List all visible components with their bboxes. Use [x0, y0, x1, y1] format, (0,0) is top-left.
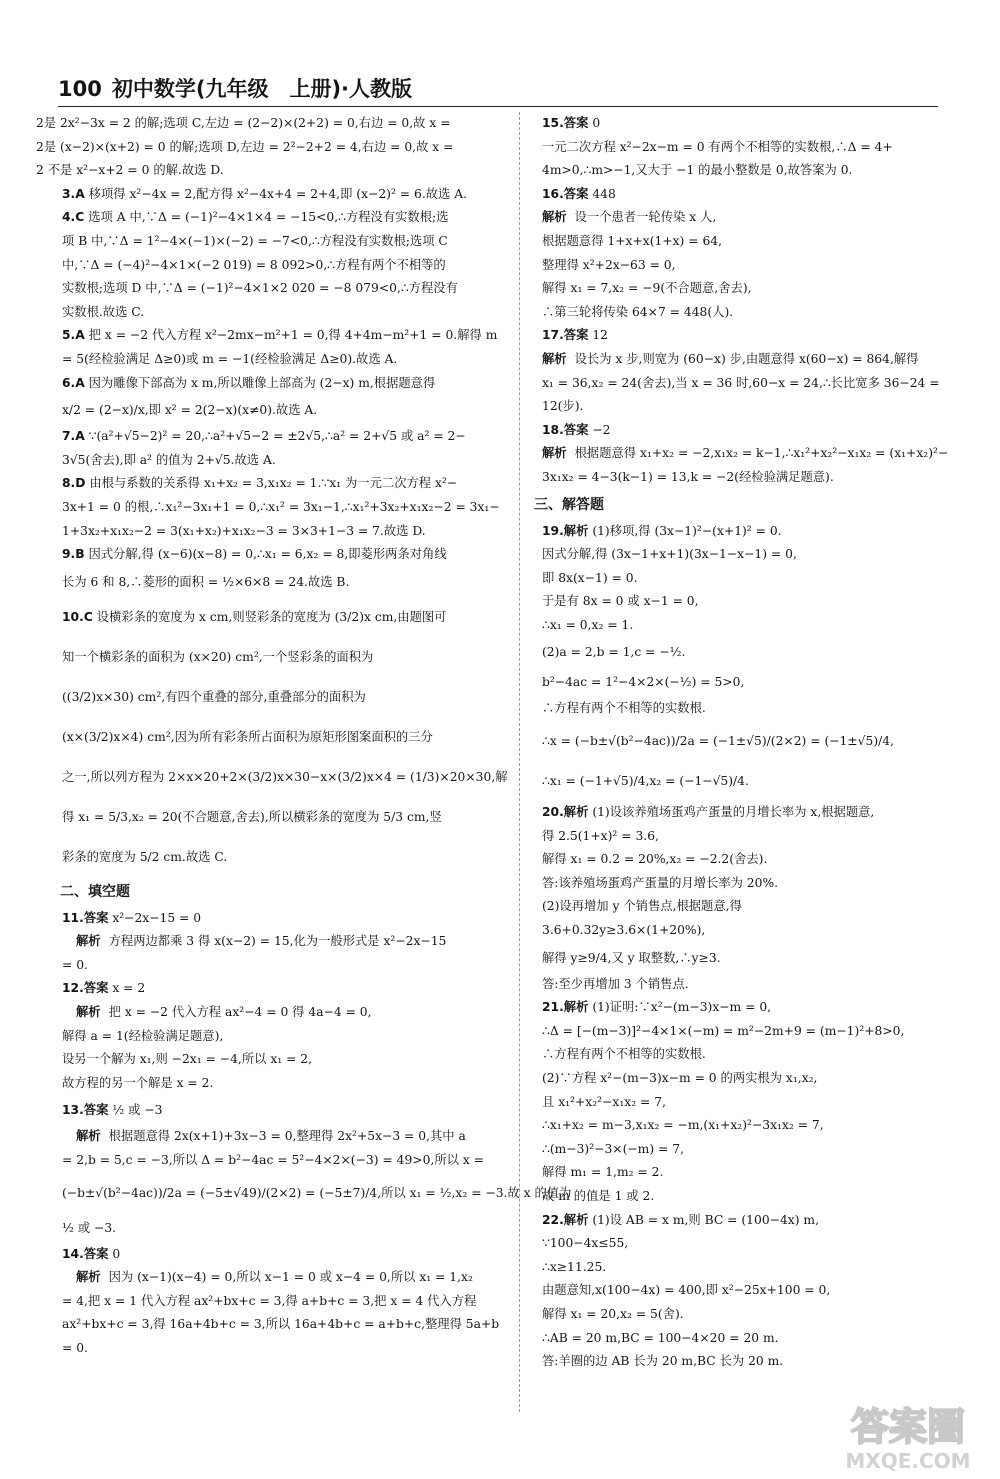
- question-label: 9.B: [62, 547, 85, 562]
- line-text: 解得 a = 1(经检验满足题意),: [62, 1028, 224, 1043]
- text-line: [36, 1290, 510, 1314]
- line-text: 12: [592, 328, 608, 343]
- line-text: 移项得 x²−4x = 2,配方得 x²−4x+4 = 2+4,即 (x−2)² = 6.故选 A.: [88, 186, 468, 201]
- text-line: [36, 395, 510, 425]
- line-text: ∴方程有两个不相等的实数根.: [542, 1047, 706, 1062]
- text-line: [36, 1095, 510, 1125]
- text-line: [36, 449, 510, 473]
- text-line: [528, 1067, 948, 1091]
- line-text: ax²+bx+c = 3,得 16a+4b+c = 3,所以 16a+4b+c = a+b+c,整理得 5a+b: [62, 1317, 500, 1332]
- question-label: 解析: [76, 934, 101, 949]
- text-line: [36, 637, 510, 677]
- text-line: [36, 567, 510, 597]
- line-text: 整理得 x²+2x−63 = 0,: [542, 257, 676, 272]
- question-label: 5.A: [62, 328, 85, 343]
- line-text: 因式分解,得 (3x−1+x+1)(3x−1−x−1) = 0,: [542, 547, 797, 562]
- text-line: [36, 717, 510, 757]
- text-line: [528, 1138, 948, 1162]
- text-line: [528, 590, 948, 614]
- right-column: [528, 112, 948, 1374]
- line-text: ∴x≥11.25.: [542, 1259, 607, 1274]
- line-text: 二、填空题: [60, 883, 130, 900]
- text-line: [36, 230, 510, 254]
- text-line: [36, 1048, 510, 1072]
- question-label: 13.答案: [62, 1103, 109, 1118]
- question-label: 10.C: [62, 609, 93, 624]
- line-text: 把 x = −2 代入方程 ax²−4 = 0 得 4a−4 = 0,: [108, 1005, 372, 1020]
- text-line: [528, 183, 948, 207]
- text-line: [528, 637, 948, 667]
- line-text: b²−4ac = 1²−4×2×(−½) = 5>0,: [542, 675, 745, 690]
- line-text: (2)a = 2,b = 1,c = −½.: [542, 645, 686, 660]
- question-label: 21.解析: [542, 1000, 589, 1015]
- question-label: 20.解析: [542, 805, 589, 820]
- text-line: [528, 301, 948, 325]
- text-line: [528, 1043, 948, 1067]
- question-label: 12.答案: [62, 981, 109, 996]
- line-text: 由根与系数的关系得 x₁+x₂ = 3,x₁x₂ = 1.∵x₁ 为一元二次方程 x²−: [89, 476, 458, 491]
- line-text: 设一个患者一轮传染 x 人,: [574, 210, 717, 225]
- column-divider: [519, 112, 520, 1412]
- text-line: [528, 1350, 948, 1374]
- question-label: 8.D: [62, 476, 86, 491]
- line-text: 448: [592, 186, 616, 201]
- line-text: 4m>0,∴m>−1,又大于 −1 的最小整数是 0,故答案为 0.: [542, 163, 853, 178]
- question-label: 解析: [76, 1270, 101, 1285]
- text-line: [528, 419, 948, 443]
- line-text: = 4,把 x = 1 代入方程 ax²+bx+c = 3,得 a+b+c = 3,把 x = 4 代入方程: [62, 1293, 477, 1308]
- question-label: 7.A: [62, 429, 85, 444]
- text-line: [528, 1114, 948, 1138]
- line-text: 解得 x₁ = 7,x₂ = −9(不合题意,舍去),: [542, 281, 752, 296]
- line-text: (2)∵方程 x²−(m−3)x−m = 0 的两实根为 x₁,x₂,: [542, 1071, 818, 1085]
- line-text: 设横彩条的宽度为 x cm,则竖彩条的宽度为 (3/2)x cm,由题图可: [96, 609, 447, 624]
- line-text: 答:至少再增加 3 个销售点.: [542, 976, 689, 991]
- line-text: 根据题意得 x₁+x₂ = −2,x₁x₂ = k−1,∴x₁²+x₂²−x₁x₂ = (x₁+x₂)²−: [574, 446, 949, 461]
- watermark-brand: 答案圈: [850, 1405, 966, 1449]
- text-line: [528, 112, 948, 136]
- question-label: 3.A: [62, 186, 85, 201]
- line-text: 因为雕像下部高为 x m,所以雕像上部高为 (2−x) m,根据题意得: [88, 375, 436, 390]
- text-line: [528, 801, 948, 825]
- line-text: 2是 2x²−3x = 2 的解;选项 C,左边 = (2−2)×(2+2) = 0,右边 = 0,故 x =: [36, 116, 451, 130]
- text-line: [36, 1337, 510, 1361]
- line-text: 方程两边都乘 3 得 x(x−2) = 15,化为一般形式是 x²−2x−15: [108, 934, 447, 949]
- line-text: 得 2.5(1+x)² = 3.6,: [542, 828, 659, 843]
- book-title: 初中数学(九年级 上册)·人教版: [111, 77, 413, 101]
- question-label: 16.答案: [542, 186, 589, 201]
- line-text: ∵(a²+√5−2)² = 20,∴a²+√5−2 = ±2√5,∴a² = 2+√5 或 a² = 2−: [88, 429, 466, 444]
- line-text: ∵100−4x≤55,: [542, 1236, 629, 1251]
- line-text: ∴(m−3)²−3×(−m) = 7,: [542, 1141, 684, 1156]
- line-text: 解得 x₁ = 20,x₂ = 5(舍).: [542, 1306, 684, 1321]
- line-text: = 0.: [62, 1341, 88, 1355]
- line-text: 且 x₁²+x₂²−x₁x₂ = 7,: [542, 1094, 666, 1109]
- text-line: [36, 543, 510, 567]
- page-header: [58, 70, 938, 108]
- text-line: [36, 954, 510, 978]
- text-line: [36, 1266, 510, 1290]
- text-line: [36, 206, 510, 230]
- text-line: [36, 1243, 510, 1267]
- watermark-logo: [826, 1398, 990, 1474]
- question-label: 17.答案: [542, 328, 589, 343]
- text-line: [36, 907, 510, 931]
- line-text: 0: [592, 116, 601, 130]
- text-line: [528, 943, 948, 973]
- line-text: ((3/2)x×30) cm²,有四个重叠的部分,重叠部分的面积为: [62, 689, 366, 704]
- text-line: [36, 277, 510, 301]
- line-text: 故 m 的值是 1 或 2.: [542, 1188, 655, 1203]
- text-line: [36, 1149, 510, 1173]
- text-line: [528, 206, 948, 230]
- line-text: 项 B 中,∵Δ = 1²−4×(−1)×(−2) = −7<0,∴方程没有实数根;选项 C: [62, 233, 448, 248]
- line-text: 答:羊圈的边 AB 长为 20 m,BC 长为 20 m.: [542, 1354, 784, 1369]
- line-text: 把 x = −2 代入方程 x²−2mx−m²+1 = 0,得 4+4m−m²+1 = 0.解得 m: [88, 328, 498, 343]
- line-text: (2)设再增加 y 个销售点,根据题意,得: [542, 899, 742, 914]
- text-line: [528, 1020, 948, 1044]
- text-line: [36, 1213, 510, 1243]
- question-label: 解析: [542, 446, 567, 461]
- text-line: [36, 472, 510, 496]
- line-text: 答:该养殖场蛋鸡产蛋量的月增长率为 20%.: [542, 875, 779, 890]
- question-label: 14.答案: [62, 1246, 109, 1261]
- line-text: ∴AB = 20 m,BC = 100−4×20 = 20 m.: [542, 1330, 779, 1345]
- line-text: 实数根.故选 C.: [62, 304, 145, 319]
- section-heading: [528, 490, 948, 520]
- line-text: −2: [592, 422, 611, 437]
- line-text: x₁ = 36,x₂ = 24(舍去),当 x = 36 时,60−x = 24,∴长比宽多 36−24 =: [542, 375, 940, 390]
- line-text: (1)设该养殖场蛋鸡产蛋量的月增长率为 x,根据题意,: [592, 805, 875, 820]
- question-label: 11.答案: [62, 910, 109, 925]
- text-line: [528, 1185, 948, 1209]
- line-text: x²−2x−15 = 0: [112, 910, 202, 925]
- text-line: [528, 1161, 948, 1185]
- text-line: [528, 324, 948, 348]
- text-line: [528, 466, 948, 490]
- text-line: [528, 136, 948, 160]
- question-label: 22.解析: [542, 1212, 589, 1227]
- line-text: 之一,所以列方程为 2×x×20+2×(3/2)x×30−x×(3/2)x×4 = (1/3)×20×30,解: [62, 769, 508, 784]
- text-line: [528, 277, 948, 301]
- text-line: [36, 1025, 510, 1049]
- text-line: [36, 1072, 510, 1096]
- text-line: [36, 837, 510, 877]
- line-text: 设另一个解为 x₁,则 −2x₁ = −4,所以 x₁ = 2,: [62, 1052, 313, 1067]
- text-line: [528, 895, 948, 919]
- text-line: [528, 667, 948, 697]
- line-text: = 0.: [62, 957, 88, 972]
- line-text: 3.6+0.32y≥3.6×(1+20%),: [542, 923, 706, 938]
- text-line: [36, 1173, 572, 1213]
- line-text: 中,∵Δ = (−4)²−4×1×(−2 019) = 8 092>0,∴方程有两个不相等的: [62, 257, 446, 272]
- text-line: [36, 930, 510, 954]
- text-line: [528, 848, 948, 872]
- line-text: 2 不是 x²−x+2 = 0 的解.故选 D.: [36, 163, 224, 178]
- line-text: 彩条的宽度为 5/2 cm.故选 C.: [62, 849, 228, 864]
- line-text: ∴方程有两个不相等的实数根.: [542, 701, 706, 716]
- line-text: ∴第三轮将传染 64×7 = 448(人).: [542, 304, 734, 319]
- line-text: (−b±√(b²−4ac))/2a = (−5±√49)/(2×2) = (−5±7)/4,所以 x₁ = ½,x₂ = −3.故 x 的值为: [62, 1185, 572, 1200]
- line-text: (1)设 AB = x m,则 BC = (100−4x) m,: [592, 1212, 819, 1227]
- line-text: 2是 (x−2)×(x+2) = 0 的解;选项 D,左边 = 2²−2+2 = 4,右边 = 0,故 x =: [36, 139, 454, 154]
- text-line: [528, 395, 948, 419]
- text-line: [528, 230, 948, 254]
- text-line: [528, 348, 948, 372]
- text-line: [36, 757, 510, 797]
- text-line: [528, 1091, 948, 1115]
- line-text: (x×(3/2)x×4) cm²,因为所有彩条所占面积为原矩形图案面积的三分: [62, 729, 433, 744]
- question-label: 解析: [542, 351, 567, 366]
- line-text: 一元二次方程 x²−2x−m = 0 有两个不相等的实数根,∴Δ = 4+: [542, 139, 893, 154]
- text-line: [528, 1303, 948, 1327]
- line-text: x = 2: [112, 981, 146, 996]
- line-text: 3x+1 = 0 的根,∴x₁²−3x₁+1 = 0,∴x₁² = 3x₁−1,∴x₁²+3x₂+x₁x₂−2 = 3x₁−: [62, 499, 500, 514]
- text-line: [528, 973, 948, 997]
- question-label: 6.A: [62, 375, 85, 390]
- line-text: 因式分解,得 (x−6)(x−8) = 0,∴x₁ = 6,x₂ = 8,即菱形两条对角线: [88, 547, 447, 562]
- line-text: ∴x = (−b±√(b²−4ac))/2a = (−1±√5)/(2×2) = (−1±√5)/4,: [542, 734, 895, 749]
- question-label: 18.答案: [542, 422, 589, 437]
- line-text: = 5(经检验满足 Δ≥0)或 m = −1(经检验满足 Δ≥0).故选 A.: [62, 351, 398, 366]
- text-line: [36, 797, 510, 837]
- text-line: [36, 520, 510, 544]
- line-text: ∴x₁+x₂ = m−3,x₁x₂ = −m,(x₁+x₂)²−3x₁x₂ = 7,: [542, 1118, 824, 1133]
- text-line: [36, 159, 510, 183]
- text-line: [36, 597, 510, 637]
- text-line: [528, 543, 948, 567]
- line-text: ∴x₁ = 0,x₂ = 1.: [542, 617, 634, 632]
- line-text: 根据题意得 2x(x+1)+3x−3 = 0,整理得 2x²+5x−3 = 0,其中 a: [108, 1129, 466, 1144]
- line-text: (1)证明:∵x²−(m−3)x−m = 0,: [592, 1000, 772, 1015]
- line-text: 解得 m₁ = 1,m₂ = 2.: [542, 1165, 664, 1180]
- section-heading: [36, 877, 510, 907]
- text-line: [36, 1001, 510, 1025]
- line-text: x/2 = (2−x)/x,即 x² = 2(2−x)(x≠0).故选 A.: [62, 403, 318, 418]
- text-line: [528, 442, 948, 466]
- text-line: [36, 425, 510, 449]
- text-line: [36, 183, 510, 207]
- line-text: ½ 或 −3: [112, 1103, 163, 1118]
- text-line: [528, 1279, 948, 1303]
- line-text: 3x₁x₂ = 4−3(k−1) = 13,k = −2(经检验满足题意).: [542, 469, 834, 484]
- text-line: [528, 567, 948, 591]
- line-text: ∴Δ = [−(m−3)]²−4×1×(−m) = m²−2m+9 = (m−1)²+8>0,: [542, 1023, 905, 1038]
- header-rule: [58, 106, 938, 107]
- question-label: 19.解析: [542, 523, 589, 538]
- text-line: [36, 136, 510, 160]
- text-line: [528, 697, 948, 721]
- line-text: 由题意知,x(100−4x) = 400,即 x²−25x+100 = 0,: [542, 1283, 831, 1298]
- text-line: [528, 520, 948, 544]
- text-line: [528, 254, 948, 278]
- line-text: (1)移项,得 (3x−1)²−(x+1)² = 0.: [592, 523, 782, 538]
- text-line: [528, 614, 948, 638]
- line-text: 解得 y≥9/4,又 y 取整数,∴y≥3.: [542, 950, 721, 965]
- text-line: [36, 977, 510, 1001]
- text-line: [528, 919, 948, 943]
- text-line: [528, 872, 948, 896]
- line-text: 故方程的另一个解是 x = 2.: [62, 1075, 214, 1090]
- text-line: [528, 1327, 948, 1351]
- question-label: 解析: [76, 1129, 101, 1144]
- text-line: [528, 996, 948, 1020]
- question-label: 解析: [76, 1005, 101, 1020]
- text-line: [36, 348, 510, 372]
- text-line: [36, 372, 510, 396]
- text-line: [36, 254, 510, 278]
- text-line: [36, 112, 510, 136]
- line-text: 三、解答题: [534, 496, 604, 513]
- text-line: [36, 1313, 510, 1337]
- line-text: = 2,b = 5,c = −3,所以 Δ = b²−4ac = 5²−4×2×(−3) = 49>0,所以 x =: [62, 1153, 484, 1168]
- line-text: 12(步).: [542, 399, 584, 414]
- page-number: 100: [58, 77, 102, 101]
- line-text: 选项 A 中,∵Δ = (−1)²−4×1×4 = −15<0,∴方程没有实数根;选: [88, 210, 449, 225]
- text-line: [36, 324, 510, 348]
- question-label: 4.C: [62, 210, 85, 225]
- text-line: [528, 721, 948, 761]
- line-text: 解得 x₁ = 0.2 = 20%,x₂ = −2.2(舍去).: [542, 852, 768, 867]
- line-text: 设长为 x 步,则宽为 (60−x) 步,由题意得 x(60−x) = 864,解得: [574, 351, 919, 366]
- line-text: 3√5(舍去),即 a² 的值为 2+√5.故选 A.: [62, 452, 276, 467]
- line-text: 根据题意得 1+x+x(1+x) = 64,: [542, 233, 723, 248]
- text-line: [36, 496, 510, 520]
- line-text: 1+3x₂+x₁x₂−2 = 3(x₁+x₂)+x₁x₂−3 = 3×3+1−3 = 7.故选 D.: [62, 523, 426, 538]
- text-line: [528, 159, 948, 183]
- line-text: 于是有 8x = 0 或 x−1 = 0,: [542, 594, 699, 609]
- line-text: 长为 6 和 8,∴菱形的面积 = ½×6×8 = 24.故选 B.: [62, 574, 350, 589]
- text-line: [528, 761, 948, 801]
- question-label: 解析: [542, 210, 567, 225]
- line-text: ∴x₁ = (−1+√5)/4,x₂ = (−1−√5)/4.: [542, 774, 749, 789]
- watermark-url: MXQE.COM: [845, 1449, 971, 1473]
- text-line: [528, 372, 948, 396]
- line-text: 知一个横彩条的面积为 (x×20) cm²,一个竖彩条的面积为: [62, 649, 374, 664]
- line-text: 0: [112, 1246, 121, 1261]
- line-text: 即 8x(x−1) = 0.: [542, 570, 638, 585]
- text-line: [528, 825, 948, 849]
- line-text: ½ 或 −3.: [62, 1220, 117, 1235]
- line-text: 得 x₁ = 5/3,x₂ = 20(不合题意,舍去),所以横彩条的宽度为 5/3 cm,竖: [62, 809, 442, 824]
- text-line: [36, 1125, 510, 1149]
- text-line: [528, 1209, 948, 1233]
- text-line: [528, 1232, 948, 1256]
- text-line: [36, 677, 510, 717]
- text-line: [528, 1256, 948, 1280]
- line-text: 实数根;选项 D 中,∵Δ = (−1)²−4×1×2 020 = −8 079<0,∴方程没有: [62, 281, 458, 296]
- question-label: 15.答案: [542, 116, 589, 130]
- line-text: 因为 (x−1)(x−4) = 0,所以 x−1 = 0 或 x−4 = 0,所以 x₁ = 1,x₂: [108, 1270, 473, 1285]
- text-line: [36, 301, 510, 325]
